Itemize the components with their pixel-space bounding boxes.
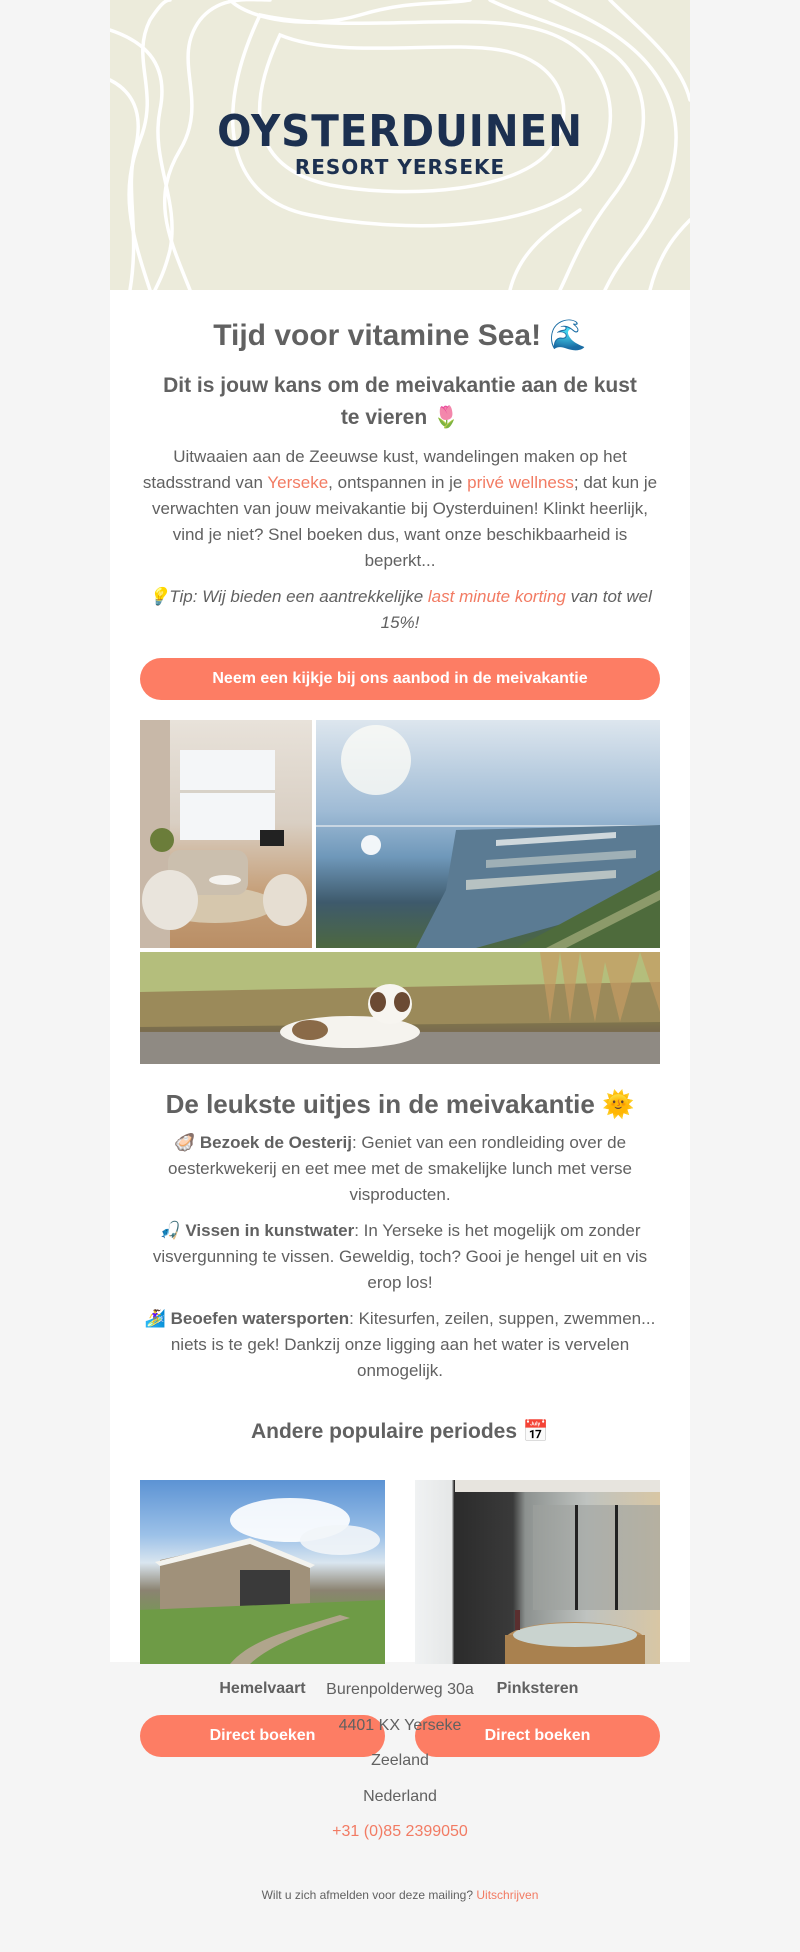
footer-address	[0, 1680, 800, 1858]
activity-title: Beoefen watersporten	[170, 1309, 350, 1328]
tip-text-1: 💡Tip: Wij bieden een aantrekkelijke	[148, 587, 428, 606]
holiday-house-photo[interactable]	[140, 1480, 385, 1664]
oyster-icon: 🦪	[173, 1133, 196, 1152]
dog-on-beach-photo[interactable]	[140, 952, 660, 1064]
activity-text: : In Yerseke is het mogelijk om zonder visvergunning te vissen. Geweldig, toch? Gooi je hengel uit en vis erop los!	[152, 1221, 648, 1292]
page-title: Tijd voor vitamine Sea! 🌊	[213, 319, 587, 352]
book-pinksteren-button[interactable]: Direct boeken	[415, 1715, 660, 1757]
book-hemelvaart-button[interactable]: Direct boeken	[140, 1715, 385, 1757]
period-label: Pinksteren	[496, 1680, 579, 1697]
surfing-icon: 🏄‍♀️	[144, 1309, 166, 1328]
intro-text-3: ; dat kun je verwachten van jouw meivakantie bij Oysterduinen! Klinkt heerlijk, vind je niet? Snel boeken dus, want onze beschikbaarheid is beperkt...	[151, 473, 658, 570]
living-room-photo[interactable]	[140, 720, 312, 948]
activity-watersporten	[140, 1306, 660, 1384]
logo-subtitle: RESORT YERSEKE	[294, 155, 506, 179]
activity-text: : Kitesurfen, zeilen, suppen, zwemmen... niets is te gek! Dankzij onze ligging aan het water is vervelen onmogelijk.	[170, 1309, 656, 1380]
intro-subtitle: Dit is jouw kans om de meivakantie aan de kust te vieren 🌷	[163, 374, 637, 429]
popular-periods-heading: Andere populaire periodes 📅	[250, 1420, 550, 1443]
hot-tub-terrace-photo[interactable]	[415, 1480, 660, 1664]
activity-title: Bezoek de Oesterij	[199, 1133, 352, 1152]
activity-oesterij	[140, 1130, 660, 1208]
yerseke-link[interactable]: Yerseke	[267, 473, 329, 492]
activity-vissen	[140, 1218, 660, 1296]
activity-text: : Geniet van een rondleiding over de oesterkwekerij en eet mee met de smakelijke lunch met verse visproducten.	[168, 1133, 632, 1204]
phone-link[interactable]: +31 (0)85 2399050	[332, 1823, 468, 1840]
activity-title: Vissen in kunstwater	[185, 1221, 355, 1240]
tip-paragraph	[140, 584, 660, 636]
main-content	[110, 318, 690, 1756]
last-minute-discount-link[interactable]: last minute korting	[427, 587, 566, 606]
wellness-link[interactable]: privé wellness	[467, 473, 574, 492]
address-country: Nederland	[363, 1787, 437, 1805]
unsubscribe-text: Wilt u zich afmelden voor deze mailing?	[261, 1888, 474, 1902]
unsubscribe-line	[0, 1888, 800, 1902]
view-offer-button[interactable]: Neem een kijkje bij ons aanbod in de meivakantie	[140, 658, 660, 700]
fishing-icon: 🎣	[159, 1221, 181, 1240]
logo-wordmark[interactable]: OYSTERDUINEN	[217, 106, 583, 157]
intro-text-1: Uitwaaien aan de Zeeuwse kust, wandelingen maken op het stadsstrand van	[142, 447, 627, 492]
intro-paragraph	[140, 444, 660, 574]
unsubscribe-link[interactable]: Uitschrijven	[476, 1888, 539, 1902]
header-banner	[110, 0, 690, 290]
address-postal: 4401 KX Yerseke	[338, 1716, 462, 1734]
photo-gallery	[140, 720, 660, 1064]
address-region: Zeeland	[371, 1752, 429, 1769]
tip-text-2: van tot wel 15%!	[380, 587, 652, 632]
activities-heading: De leukste uitjes in de meivakantie 🌞	[165, 1089, 635, 1119]
address-street: Burenpolderweg 30a	[326, 1681, 474, 1698]
harbor-aerial-photo[interactable]	[316, 720, 660, 948]
intro-text-2: , ontspannen in je	[328, 473, 468, 492]
period-label: Hemelvaart	[219, 1680, 306, 1697]
